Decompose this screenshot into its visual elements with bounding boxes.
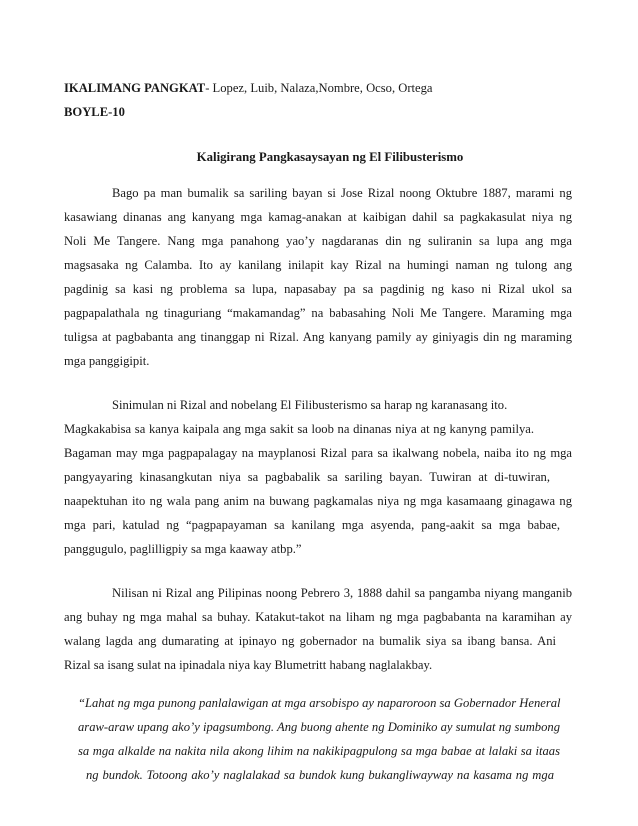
paragraph-line: Bago pa man bumalik sa sariling bayan si Jose Rizal noong Oktubre 1887, marami ng <box>112 186 572 200</box>
paragraph-line: magsasaka ng Calamba. Ito ay kanilang inilapit kay Rizal na humingi naman ng tulong ang <box>64 258 572 272</box>
paragraph-line: tuligsa at pagbabanta ang tinanggap ni Rizal. Ang kanyang pamily ay giniyagis din ng maraming <box>64 330 572 344</box>
paragraph-line: Rizal sa isang sulat na ipinadala niya kay Blumetritt habang naglalakbay. <box>64 658 433 672</box>
paragraph-line: naapektuhan ito ng wala pang anim na buwang pagkamalas niya ng mga kasamaang ginagawa ng <box>64 494 572 508</box>
paragraph-line: kasawiang dinanas ang kanyang mga kamag-anakan at kaibigan dahil sa pagkakasulat niya ng <box>64 210 572 224</box>
quote-line: araw-araw upang ako’y ipagsumbong. Ang buong ahente ng Dominiko ay sumulat ng sumbong <box>78 720 560 734</box>
paragraph-line: Bagaman may mga pagpapalagay na mayplanosi Rizal para sa ikalwang nobela, naiba ito ng mga <box>64 446 572 460</box>
group-label: IKALIMANG PANGKAT <box>64 81 206 95</box>
paragraph-line: mga pari, katulad ng “pagpapayaman sa kanilang mga asyenda, pang-aakit sa mga babae, <box>64 518 560 532</box>
paragraph-line: Nilisan ni Rizal ang Pilipinas noong Pebrero 3, 1888 dahil sa pangamba niyang manganib <box>112 586 572 600</box>
section-label: BOYLE-10 <box>64 105 125 119</box>
paragraph-line: pagdinig sa kasi ng problema sa lupa, napasabay pa sa pagdinig ng kaso ni Rizal ukol sa <box>64 282 572 296</box>
paragraph-line: mga panggigipit. <box>64 354 150 368</box>
paragraph-line: pangyayaring kinasangkutan niya sa pagbabalik sa sariling bayan. Tuwiran at di-tuwiran, <box>64 470 550 484</box>
paragraph-line: Noli Me Tangere. Nang mga panahong yao’y nagdaranas din ng suliranin sa lupa ang mga <box>64 234 572 248</box>
document-title: Kaligirang Pangkasaysayan ng El Filibusterismo <box>196 150 464 164</box>
paragraph-line: panggugulo, paglilligpiy sa mga kaaway atbp.” <box>64 542 302 556</box>
quote-line: sa mga alkalde na nakita nila akong lihim na nakikipagpulong sa mga babae at lalaki sa itaas <box>78 744 560 758</box>
quote-line: ng bundok. Totoong ako’y naglalakad sa bundok kung bukangliwayway na kasama ng mga <box>86 768 554 782</box>
paragraph-line: Magkakabisa sa kanya kaipala ang mga sakit sa loob na dinanas niya at ng kanyng pamilya. <box>64 422 534 436</box>
paragraph-line: Sinimulan ni Rizal and nobelang El Filibusterismo sa harap ng karanasang ito. <box>112 398 508 412</box>
group-header <box>64 80 433 96</box>
quote-line: “Lahat ng mga punong panlalawigan at mga arsobispo ay naparoroon sa Gobernador Heneral <box>78 696 561 710</box>
paragraph-line: pagpapalathala ng tinaguriang “makamandag” na babasahing Noli Me Tangere. Maraming mga <box>64 306 572 320</box>
group-members: - Lopez, Luib, Nalaza,Nombre, Ocso, Ortega <box>205 81 433 95</box>
paragraph-line: walang lagda ang dumarating at ipinayo ng gobernador na bumalik siya sa ibang bansa. Ani <box>64 634 556 648</box>
paragraph-line: ang buhay ng mga mahal sa buhay. Katakut-takot na liham ng mga pagbabanta na karamihan ay <box>64 610 572 624</box>
